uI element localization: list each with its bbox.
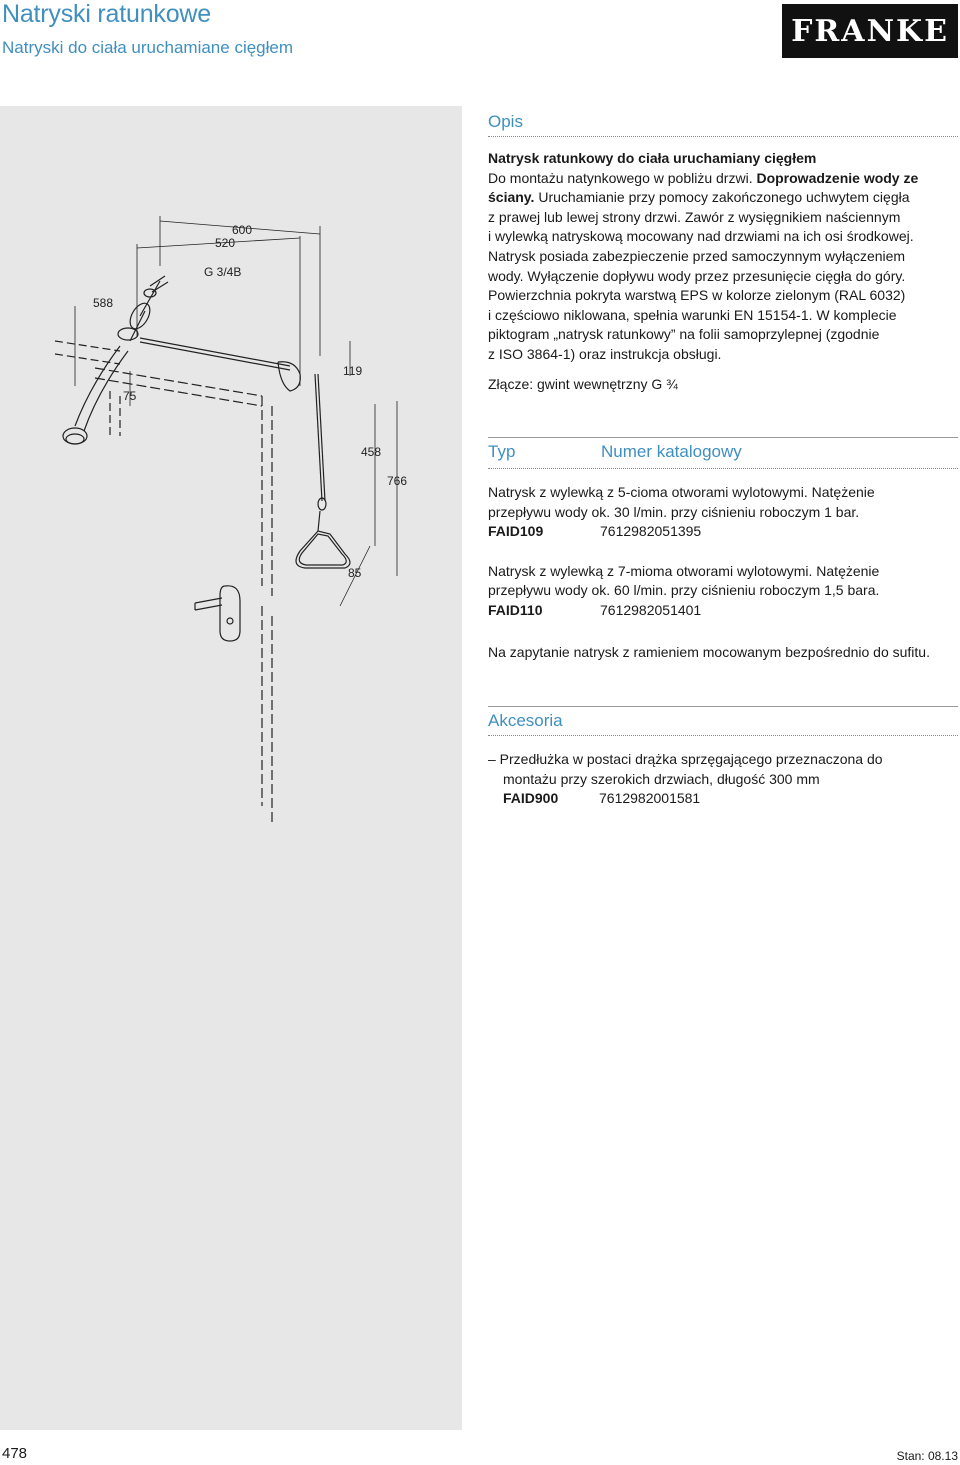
typ-col-header: Typ bbox=[488, 442, 516, 461]
accessory-number: 7612982001581 bbox=[599, 790, 701, 807]
opis-heading: Opis bbox=[488, 112, 958, 137]
accessory-desc: – Przedłużka w postaci drążka sprzęgającego przeznaczona do bbox=[488, 751, 883, 767]
technical-drawing bbox=[0, 106, 462, 1430]
product-desc: Natrysk z wylewką z 5-cioma otworami wylotowymi. Natężenie bbox=[488, 484, 875, 500]
typ-section bbox=[488, 437, 958, 662]
ceiling-note: Na zapytanie natrysk z ramieniem mocowanym bezpośrednio do sufitu. bbox=[488, 643, 930, 660]
opis-line: wody. Wyłączenie dopływu wody przez przesunięcie cięgła do góry. bbox=[488, 267, 906, 284]
product-code-row bbox=[488, 522, 958, 542]
opis-description bbox=[488, 169, 958, 365]
dim-600: 600 bbox=[232, 223, 253, 237]
revision-date: Stan: 08.13 bbox=[896, 1449, 958, 1463]
logo-text: FRANKE bbox=[791, 13, 949, 49]
product-desc: przepływu wody ok. 30 l/min. przy ciśnieniu roboczym 1 bar. bbox=[488, 503, 860, 520]
dim-g34b: G 3/4B bbox=[204, 265, 242, 279]
opis-section bbox=[488, 112, 958, 394]
accessory-code: FAID900 bbox=[503, 790, 559, 807]
dim-588: 588 bbox=[93, 296, 114, 310]
opis-line: piktogram „natrysk ratunkowy” na folii samoprzylepnej (zgodnie bbox=[488, 326, 880, 343]
akcesoria-section bbox=[488, 706, 958, 809]
technical-drawing-panel bbox=[0, 106, 462, 1430]
accessory-code-row bbox=[488, 789, 958, 809]
opis-connection: Złącze: gwint wewnętrzny G ¾ bbox=[488, 375, 678, 392]
product-item bbox=[488, 483, 958, 542]
dim-458: 458 bbox=[361, 445, 382, 459]
product-number: 7612982051395 bbox=[600, 523, 702, 540]
product-desc: Natrysk z wylewką z 7-mioma otworami wylotowymi. Natężenie bbox=[488, 562, 880, 579]
page-number: 478 bbox=[2, 1445, 28, 1462]
opis-line: z ISO 3864-1) oraz instrukcja obsługi. bbox=[488, 345, 722, 362]
dim-520: 520 bbox=[215, 236, 236, 250]
opis-line: z prawej lub lewej strony drzwi. Zawór z wysięgnikiem naściennym bbox=[488, 208, 901, 225]
dim-766: 766 bbox=[387, 474, 408, 488]
catalog-col-header: Numer katalogowy bbox=[601, 442, 742, 461]
page-title: Natryski ratunkowe bbox=[2, 0, 211, 28]
dim-75: 75 bbox=[123, 389, 137, 403]
opis-line: ściany. Uruchamianie przy pomocy zakończonego uchwytem cięgła bbox=[488, 189, 910, 206]
opis-title: Natrysk ratunkowy do ciała uruchamiany cięgłem bbox=[488, 150, 817, 166]
opis-line: i częściowo niklowana, spełnia warunki EN 15154-1. W komplecie bbox=[488, 306, 897, 323]
opis-line: i wylewką natryskową mocowany nad drzwiami na ich osi środkowej. bbox=[488, 228, 914, 245]
opis-line: Do montażu natynkowego w pobliżu drzwi. Doprowadzenie wody ze bbox=[488, 169, 919, 186]
dim-85: 85 bbox=[348, 566, 362, 580]
franke-logo bbox=[782, 4, 958, 58]
accessory-item bbox=[488, 750, 958, 809]
product-item bbox=[488, 562, 958, 621]
opis-line: Powierzchnia pokryta warstwą EPS w kolorze zielonym (RAL 6032) bbox=[488, 287, 906, 304]
page-subtitle: Natryski do ciała uruchamiane cięgłem bbox=[2, 38, 294, 57]
typ-table-header bbox=[488, 438, 958, 469]
product-number: 7612982051401 bbox=[600, 601, 702, 618]
product-code: FAID109 bbox=[488, 523, 544, 540]
opis-line: Natrysk posiada zabezpieczenie przed samoczynnym wyłączeniem bbox=[488, 247, 906, 264]
product-desc: przepływu wody ok. 60 l/min. przy ciśnieniu roboczym 1,5 bara. bbox=[488, 582, 880, 599]
dim-119: 119 bbox=[343, 364, 363, 378]
akcesoria-heading: Akcesoria bbox=[488, 707, 958, 736]
product-code: FAID110 bbox=[488, 601, 543, 618]
product-code-row bbox=[488, 601, 958, 621]
accessory-desc: montażu przy szerokich drzwiach, długość 300 mm bbox=[503, 770, 820, 787]
